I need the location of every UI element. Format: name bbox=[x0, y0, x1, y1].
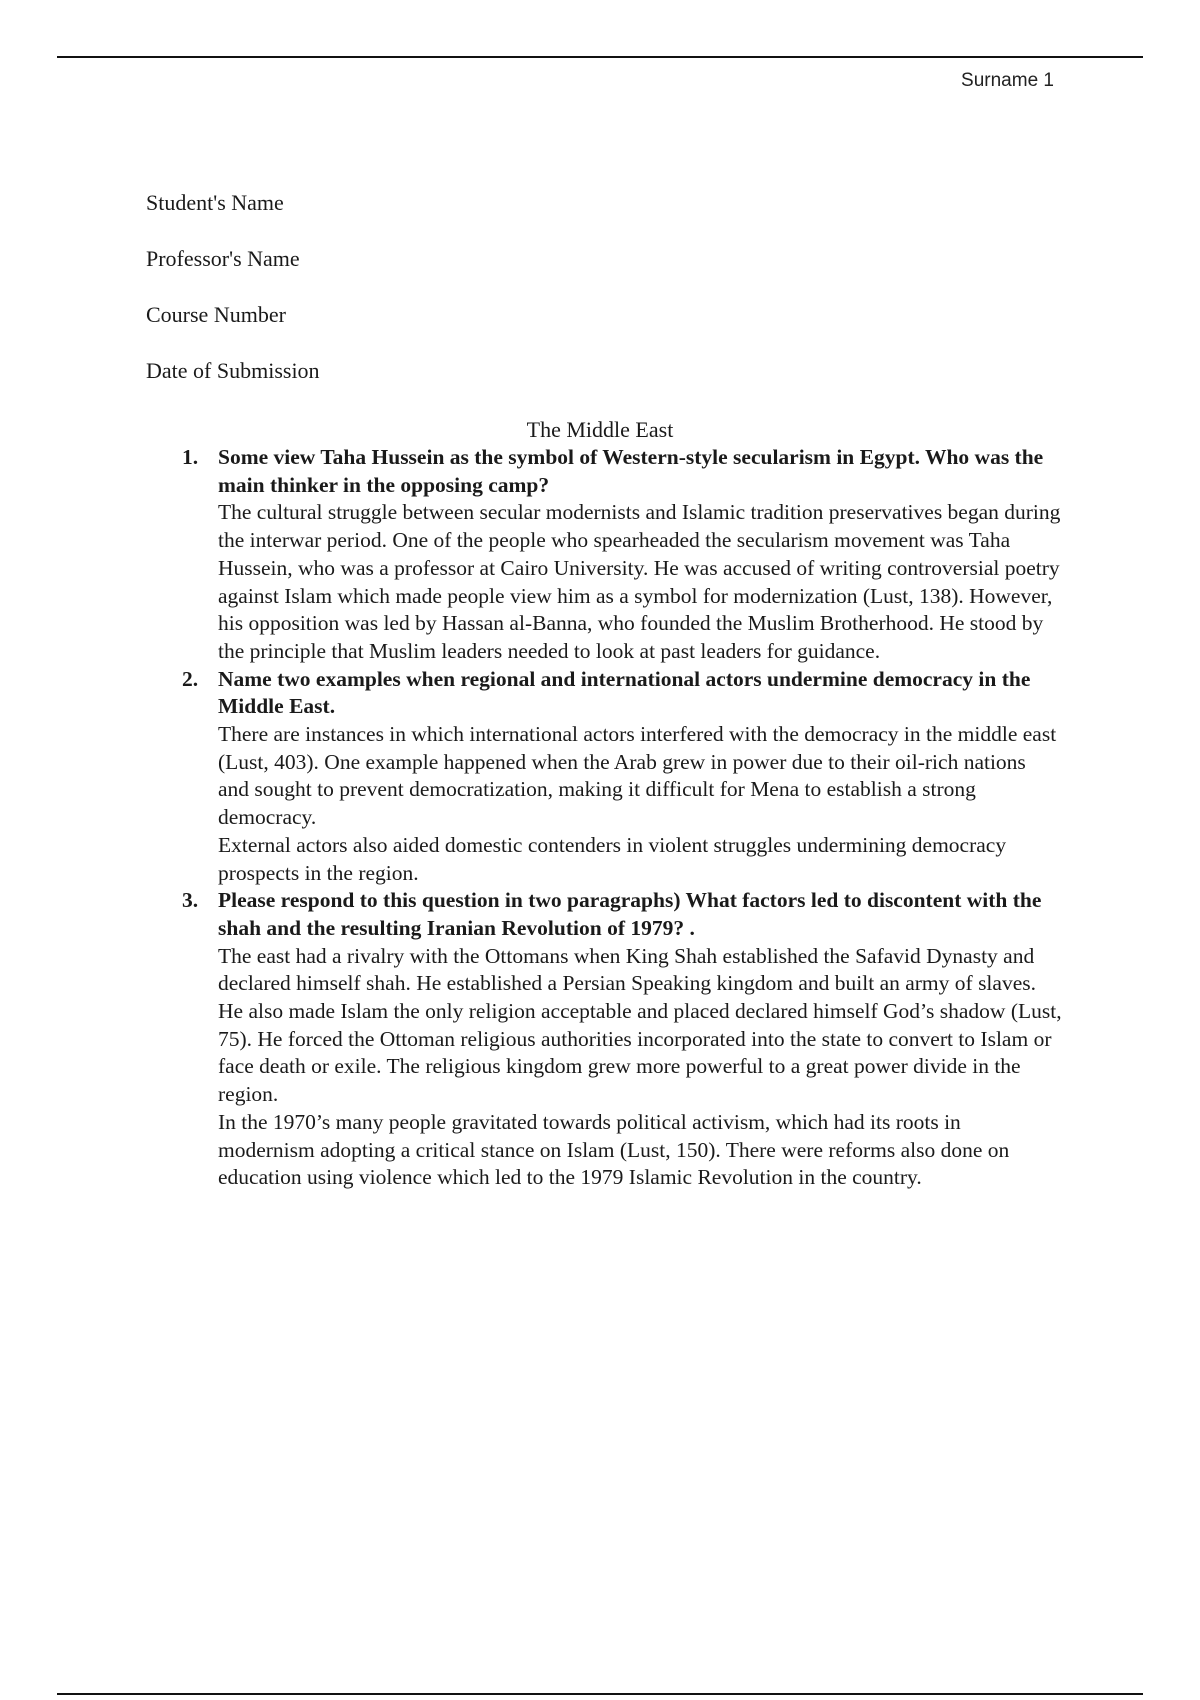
header-surname: Surname 1 bbox=[961, 70, 1054, 91]
question-number: 1. bbox=[182, 445, 199, 469]
answer-paragraph: In the 1970’s many people gravitated towards political activism, which had its roots in modernism adopting a critical stance on Islam (Lust, 150). There were reforms also done on education using violence which led to the 1979 Islamic Revolution in the country. bbox=[218, 1109, 1010, 1190]
question-item bbox=[182, 887, 1062, 1192]
question-number: 3. bbox=[182, 888, 199, 913]
answer-paragraph: External actors also aided domestic contenders in violent struggles undermining democracy prospects in the region. bbox=[218, 832, 1007, 885]
question-text: Name two examples when regional and international actors undermine democracy in the Middle East. bbox=[218, 666, 1031, 719]
student-name: Student's Name bbox=[146, 190, 284, 215]
question-list bbox=[182, 444, 1062, 1192]
question-item bbox=[182, 666, 1062, 888]
question-number: 2. bbox=[182, 666, 199, 691]
professor-name: Professor's Name bbox=[146, 246, 300, 271]
submission-date: Date of Submission bbox=[146, 358, 320, 383]
header-rule bbox=[57, 56, 1143, 58]
question-text: Please respond to this question in two paragraphs) What factors led to discontent with the shah and the resulting Iranian Revolution of 1979? . bbox=[218, 888, 1042, 940]
answer-paragraph: The east had a rivalry with the Ottomans when King Shah established the Safavid Dynasty and declared himself shah. He established a Persian Speaking kingdom and built an army of slaves. He also made Islam the only religion acceptable and placed declared himself God’s shadow (Lust, 75). He forced the Ottoman religious authorities incorporated into the state to convert to Islam or face death or exile. The religious kingdom grew more powerful to a great power divide in the region. bbox=[218, 943, 1062, 1107]
answer-paragraph: There are instances in which international actors interfered with the democracy in the middle east (Lust, 403). One example happened when the Arab grew in power due to their oil-rich nations and sought to prevent democratization, making it difficult for Mena to establish a strong democracy. bbox=[218, 722, 1057, 830]
student-info bbox=[146, 190, 320, 414]
question-item bbox=[182, 444, 1062, 666]
question-text: Some view Taha Hussein as the symbol of Western-style secularism in Egypt. Who was the main thinker in the opposing camp? bbox=[218, 445, 1044, 497]
course-number: Course Number bbox=[146, 302, 286, 327]
document-title: The Middle East bbox=[526, 417, 674, 442]
footer-rule bbox=[57, 1693, 1143, 1695]
answer-paragraph: The cultural struggle between secular modernists and Islamic tradition preservatives began during the interwar period. One of the people who spearheaded the secularism movement was Taha Hussein, who was a professor at Cairo University. He was accused of writing controversial poetry against Islam which made people view him as a symbol for modernization (Lust, 138). However, his opposition was led by Hassan al-Banna, who founded the Muslim Brotherhood. He stood by the principle that Muslim leaders needed to look at past leaders for guidance. bbox=[218, 500, 1061, 663]
